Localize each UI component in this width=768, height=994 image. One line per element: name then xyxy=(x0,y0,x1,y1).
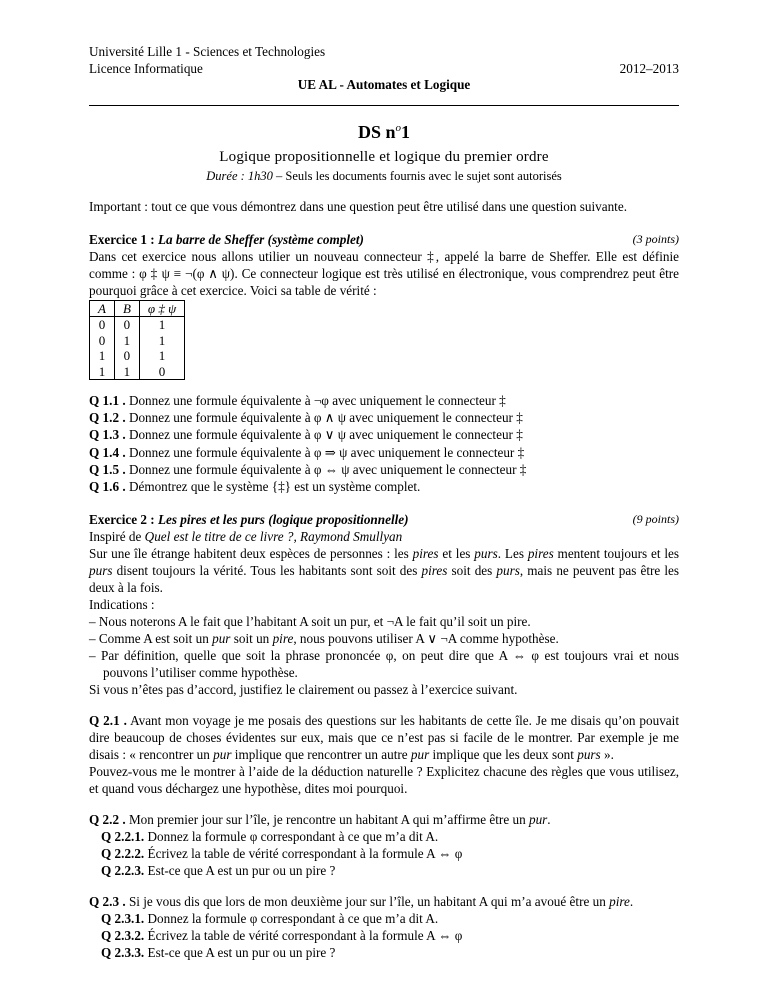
indications-heading: Indications : xyxy=(89,597,155,613)
intro-text: mentent toujours et les xyxy=(553,546,680,562)
exam-title-number: 1 xyxy=(401,121,411,142)
question-1-4 xyxy=(89,444,679,461)
exercise-1-questions xyxy=(89,392,679,495)
inspired-prefix: Inspiré de xyxy=(89,529,145,545)
question-1-5 xyxy=(89,461,679,478)
question-label: Q 2.2.2. xyxy=(101,846,145,862)
question-text: Si je vous dis que lors de mon deuxième jour sur l’île, un habitant A qui m’a avoué être un xyxy=(125,894,610,910)
question-text: Est-ce que A est un pur ou un pire ? xyxy=(144,945,336,961)
exercise-2-heading xyxy=(89,512,679,528)
question-label: Q 1.6 . xyxy=(89,479,126,495)
table-cell: 1 xyxy=(90,348,115,364)
question-1-2 xyxy=(89,409,679,426)
exercise-1-title: La barre de Sheffer (système complet) xyxy=(157,231,364,247)
question-label: Q 2.2 . xyxy=(89,812,126,828)
question-label: Q 2.3.1. xyxy=(101,911,145,927)
term-pires: pires xyxy=(527,546,554,562)
table-cell: 1 xyxy=(139,317,184,333)
question-text: Avant mon voyage je me posais des questions sur les habitants de cette île. Je me disais qu’on pouvait dire beaucoup de choses évidentes sur eux, mais que ce n’est pas si facile de le montrer. Par exemple je me disais : « rencontrer un xyxy=(89,713,679,763)
question-text: Donnez une formule équivalente à φ ∨ ψ avec uniquement le connecteur ‡ xyxy=(125,427,523,443)
table-cell: 1 xyxy=(139,348,184,364)
course-title: UE AL - Automates et Logique xyxy=(297,77,471,92)
question-text: implique que rencontrer un autre xyxy=(231,747,411,763)
question-2-3-3 xyxy=(89,944,679,961)
inspired-by xyxy=(89,528,679,545)
academic-year: 2012–2013 xyxy=(619,60,679,76)
intro-text: disent toujours la vérité. Tous les habitants sont soit des xyxy=(112,563,422,579)
question-label: Q 1.4 . xyxy=(89,444,126,460)
intro-text: soit des xyxy=(447,563,497,579)
table-cell: 0 xyxy=(114,317,139,333)
exercise-2-points: (9 points) xyxy=(632,512,679,527)
intro-text: . Les xyxy=(497,546,528,562)
intro-text: et les xyxy=(438,546,475,562)
question-2-3-1 xyxy=(89,910,679,927)
term-pires: pires xyxy=(412,546,439,562)
question-1-3 xyxy=(89,426,679,443)
university-name: Université Lille 1 - Sciences et Technologies xyxy=(89,44,326,59)
term-purs: purs xyxy=(577,747,601,763)
question-text: Donnez une formule équivalente à φ ∧ ψ avec uniquement le connecteur ‡ xyxy=(125,410,523,426)
indication-2 xyxy=(89,630,679,647)
exercise-1-intro: Dans cet exercice nous allons utilier un nouveau connecteur ‡, appelé la barre de Sheffer. Elle est définie comme : φ ‡ ψ ≡ ¬(φ ∧ ψ). Ce connecteur logique est très utilisé en électronique, vous comprendrez peut être pourquoi grâce à cet exercice. Voici sa table de vérité : xyxy=(89,248,679,298)
question-label: Q 2.3.2. xyxy=(101,928,145,944)
header-row xyxy=(89,61,679,78)
term-pur: pur xyxy=(213,747,232,763)
duration-line xyxy=(89,169,679,184)
question-1-1 xyxy=(89,392,679,409)
indication-3: – Par définition, quelle que soit la phrase prononcée φ, on peut dire que A ⇔ φ est toujours vrai et nous pouvons l’utiliser comme hypothèse. xyxy=(89,648,679,681)
question-text: Donnez une formule équivalente à φ ⇒ ψ avec uniquement le connecteur ‡ xyxy=(125,444,525,460)
question-text: Est-ce que A est un pur ou un pire ? xyxy=(144,863,336,879)
table-cell: 0 xyxy=(90,333,115,349)
intro-text: , mais ne peuvent pas être les deux à la fois. xyxy=(89,563,680,596)
question-text: Écrivez la table de vérité correspondant à la formule A ⇔ φ xyxy=(144,846,463,862)
question-label: Q 2.1 . xyxy=(89,713,127,729)
term-pire: pire xyxy=(272,631,294,647)
question-label: Q 1.5 . xyxy=(89,461,126,477)
exercise-2-intro xyxy=(89,545,679,596)
question-label: Q 2.3 . xyxy=(89,894,126,910)
question-2-3-2 xyxy=(89,927,679,944)
exam-title-text: DS n xyxy=(357,121,396,142)
term-purs: purs xyxy=(89,563,113,579)
term-pire: pire xyxy=(609,894,630,910)
exercise-1-points: (3 points) xyxy=(632,231,679,246)
exercise-2-label: Exercice 2 : xyxy=(89,512,158,528)
table-cell: 0 xyxy=(114,348,139,364)
exam-page xyxy=(89,44,679,961)
question-text: Mon premier jour sur l’île, je rencontre un habitant A qui m’affirme être un xyxy=(125,812,529,828)
inspired-book: Quel est le titre de ce livre ?, Raymond Smullyan xyxy=(144,529,403,545)
table-cell: 1 xyxy=(139,333,184,349)
header-divider xyxy=(89,105,679,106)
term-purs: purs xyxy=(474,546,498,562)
question-text: Écrivez la table de vérité correspondant à la formule A ⇔ φ xyxy=(144,928,463,944)
term-pires: pires xyxy=(421,563,448,579)
question-2-3 xyxy=(89,893,679,910)
question-label: Q 2.3.3. xyxy=(101,945,145,961)
question-text: . xyxy=(547,812,551,828)
duration-rule: – Seuls les documents fournis avec le sujet sont autorisés xyxy=(272,168,562,183)
question-text: . xyxy=(629,894,634,910)
question-text: implique que les deux sont xyxy=(429,747,578,763)
table-row xyxy=(90,317,185,333)
question-2-2-2 xyxy=(89,845,679,862)
question-2-2-1 xyxy=(89,828,679,845)
header xyxy=(89,44,679,94)
question-label: Q 1.3 . xyxy=(89,427,126,443)
truth-table xyxy=(89,300,185,381)
table-cell: 1 xyxy=(114,333,139,349)
term-pur: pur xyxy=(528,812,548,828)
question-label: Q 2.2.1. xyxy=(101,829,145,845)
question-2-2-3 xyxy=(89,862,679,879)
question-text: ». xyxy=(600,747,614,763)
table-cell: 1 xyxy=(114,364,139,380)
question-text: Donnez une formule équivalente à ¬φ avec uniquement le connecteur ‡ xyxy=(125,393,506,408)
exercise-1-label: Exercice 1 : xyxy=(89,231,158,247)
degree-name: Licence Informatique xyxy=(89,60,203,76)
duration-label: Durée : 1h30 xyxy=(206,168,273,183)
important-note: Important : tout ce que vous démontrez dans une question peut être utilisé dans une question suivante. xyxy=(89,198,627,214)
question-text: Donnez une formule équivalente à φ ⇔ ψ avec uniquement le connecteur ‡ xyxy=(125,461,527,477)
question-label: Q 1.1 . xyxy=(89,393,126,408)
exam-title-sup: o xyxy=(395,121,402,134)
question-2-1-followup: Pouvez-vous me le montrer à l’aide de la déduction naturelle ? Explicitez chacune des règles que vous utilisez, et quand vous déchargez une hypothèse, dites moi pourquoi. xyxy=(89,764,679,797)
indication-text: , nous pouvons utiliser A ∨ ¬A comme hypothèse. xyxy=(293,631,559,647)
term-pur: pur xyxy=(410,747,430,763)
term-purs: purs xyxy=(496,563,520,579)
truth-table-header xyxy=(90,300,185,317)
question-text: Donnez la formule φ correspondant à ce que m’a dit A. xyxy=(144,911,439,927)
table-row xyxy=(90,348,185,364)
truth-table-col-result: φ ‡ ψ xyxy=(139,300,184,317)
table-cell: 0 xyxy=(139,364,184,380)
intro-text: Sur une île étrange habitent deux espèces de personnes : les xyxy=(89,546,413,562)
table-cell: 1 xyxy=(90,364,115,380)
question-label: Q 2.2.3. xyxy=(101,863,145,879)
question-label: Q 1.2 . xyxy=(89,410,126,426)
term-pur: pur xyxy=(212,631,231,647)
exercise-1-heading xyxy=(89,232,679,248)
exam-subtitle: Logique propositionnelle et logique du premier ordre xyxy=(219,148,549,165)
indication-1: – Nous noterons A le fait que l’habitant A soit un pur, et ¬A le fait qu’il soit un pire. xyxy=(89,614,531,630)
disagree-note: Si vous n’êtes pas d’accord, justifiez le clairement ou passez à l’exercice suivant. xyxy=(89,682,518,698)
question-text: Donnez la formule φ correspondant à ce que m’a dit A. xyxy=(144,829,439,845)
indication-text: – Comme A est soit un xyxy=(89,631,213,647)
exam-title xyxy=(89,122,679,143)
question-1-6 xyxy=(89,478,679,495)
question-2-2 xyxy=(89,811,679,828)
question-text: Démontrez que le système {‡} est un système complet. xyxy=(125,479,421,495)
truth-table-col-a: A xyxy=(90,300,115,317)
question-2-1 xyxy=(89,712,679,763)
table-row xyxy=(90,333,185,349)
indication-text: soit un xyxy=(230,631,273,647)
exercise-2-title: Les pires et les purs (logique propositionnelle) xyxy=(157,512,409,528)
table-cell: 0 xyxy=(90,317,115,333)
truth-table-col-b: B xyxy=(114,300,139,317)
table-row xyxy=(90,364,185,380)
